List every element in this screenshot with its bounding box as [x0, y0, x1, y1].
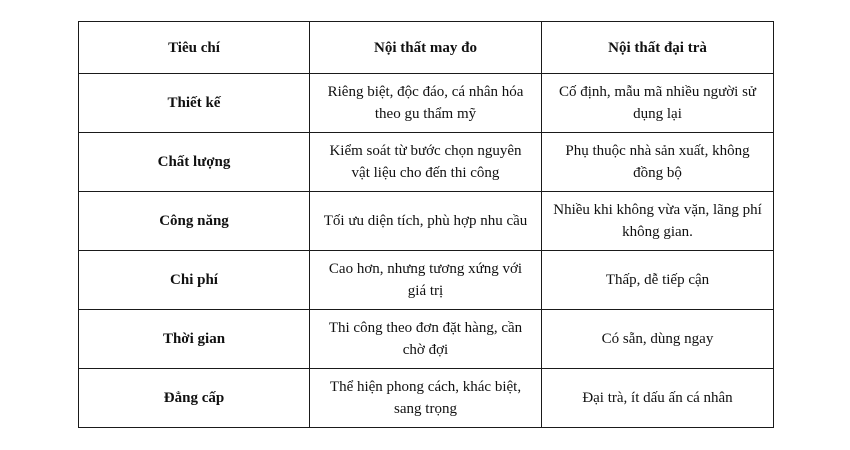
row-criterion: Chất lượng: [79, 133, 310, 192]
mass-furniture-cell: Cố định, mẫu mã nhiều người sử dụng lại: [542, 74, 774, 133]
custom-furniture-cell: Thi công theo đơn đặt hàng, cần chờ đợi: [310, 310, 542, 369]
custom-furniture-cell: Riêng biệt, độc đáo, cá nhân hóa theo gu thẩm mỹ: [310, 74, 542, 133]
comparison-table: [78, 21, 774, 428]
row-criterion: Chi phí: [79, 251, 310, 310]
custom-furniture-cell: Thể hiện phong cách, khác biệt, sang trọng: [310, 369, 542, 428]
table-row: [79, 310, 774, 369]
row-criterion: Công năng: [79, 192, 310, 251]
mass-furniture-cell: Có sẵn, dùng ngay: [542, 310, 774, 369]
row-criterion: Thời gian: [79, 310, 310, 369]
row-criterion: Thiết kế: [79, 74, 310, 133]
custom-furniture-cell: Kiểm soát từ bước chọn nguyên vật liệu cho đến thi công: [310, 133, 542, 192]
mass-furniture-cell: Nhiều khi không vừa vặn, lãng phí không gian.: [542, 192, 774, 251]
mass-furniture-cell: Thấp, dễ tiếp cận: [542, 251, 774, 310]
table-row: [79, 133, 774, 192]
row-criterion: Đẳng cấp: [79, 369, 310, 428]
table-row: [79, 369, 774, 428]
header-custom-furniture: Nội thất may đo: [310, 22, 542, 74]
custom-furniture-cell: Cao hơn, nhưng tương xứng với giá trị: [310, 251, 542, 310]
custom-furniture-cell: Tối ưu diện tích, phù hợp nhu cầu: [310, 192, 542, 251]
table-row: [79, 251, 774, 310]
mass-furniture-cell: Phụ thuộc nhà sản xuất, không đồng bộ: [542, 133, 774, 192]
header-mass-furniture: Nội thất đại trà: [542, 22, 774, 74]
mass-furniture-cell: Đại trà, ít dấu ấn cá nhân: [542, 369, 774, 428]
header-criteria: Tiêu chí: [79, 22, 310, 74]
table-header-row: [79, 22, 774, 74]
table-row: [79, 74, 774, 133]
table-row: [79, 192, 774, 251]
